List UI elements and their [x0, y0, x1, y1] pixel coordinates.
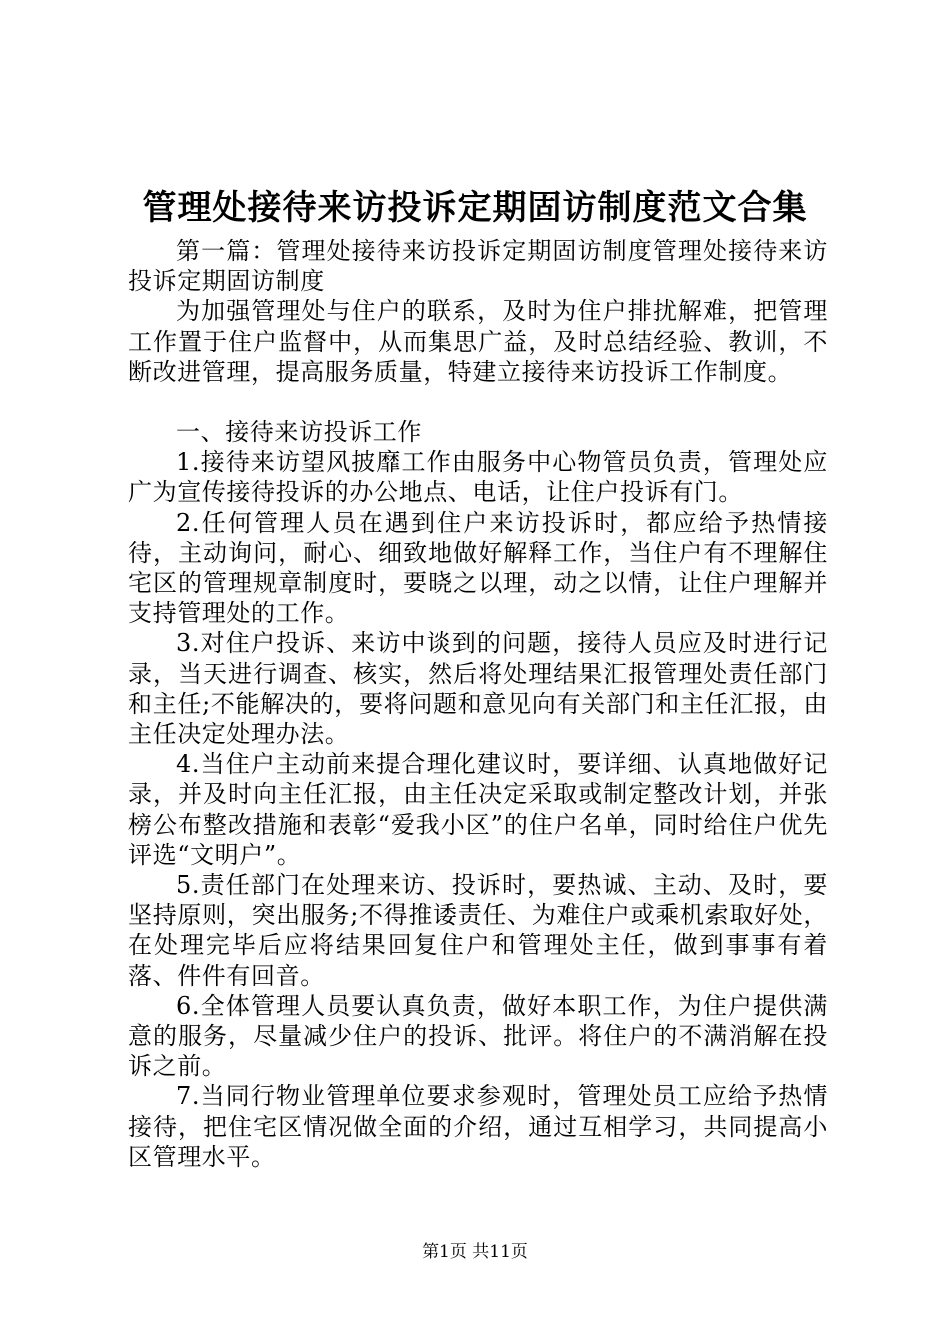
- page-number-footer: 第1页 共11页: [422, 1242, 528, 1262]
- paragraph-purpose: 为加强管理处与住户的联系，及时为住户排扰解难，把管理工作置于住户监督中，从而集思广益，及时总结经验、教训，不断改进管理，提高服务质量，特建立接待来访投诉工作制度。: [128, 297, 828, 386]
- document-body: [128, 236, 828, 1172]
- paragraph-intro-heading: 第一篇：管理处接待来访投诉定期固访制度管理处接待来访投诉定期固访制度: [128, 237, 828, 296]
- paragraph-item-3: 3.对住户投诉、来访中谈到的问题，接待人员应及时进行记录，当天进行调查、核实，然后将处理结果汇报管理处责任部门和主任;不能解决的，要将问题和意见向有关部门和主任汇报，由主任决定处理办法。: [128, 629, 828, 749]
- paragraph-item-6: 6.全体管理人员要认真负责，做好本职工作，为住户提供满意的服务，尽量减少住户的投诉、批评。将住户的不满消解在投诉之前。: [128, 991, 828, 1081]
- paragraph-item-7: 7.当同行物业管理单位要求参观时，管理处员工应给予热情接待，把住宅区情况做全面的介绍，通过互相学习，共同提高小区管理水平。: [128, 1082, 828, 1171]
- paragraph-item-1: 1.接待来访望风披靡工作由服务中心物管员负责，管理处应广为宣传接待投诉的办公地点、电话，让住户投诉有门。: [128, 448, 828, 507]
- paragraph-item-2: 2.任何管理人员在遇到住户来访投诉时，都应给予热情接待，主动询问，耐心、细致地做好解释工作，当住户有不理解住宅区的管理规章制度时，要晓之以理，动之以情，让住户理解并支持管理处的工作。: [128, 508, 828, 628]
- paragraph-item-5: 5.责任部门在处理来访、投诉时，要热诚、主动、及时，要坚持原则，突出服务;不得推诿责任、为难住户或乘机索取好处，在处理完毕后应将结果回复住户和管理处主任，做到事事有着落、件件有回音。: [128, 871, 828, 990]
- section-heading-1: 一、接待来访投诉工作: [176, 418, 422, 447]
- document-title: 管理处接待来访投诉定期固访制度范文合集: [142, 188, 808, 228]
- paragraph-item-4: 4.当住户主动前来提合理化建议时，要详细、认真地做好记录，并及时向主任汇报，由主任决定采取或制定整改计划，并张榜公布整改措施和表彰“爱我小区”的住户名单，同时给住户优先评选“文明户”。: [128, 750, 828, 869]
